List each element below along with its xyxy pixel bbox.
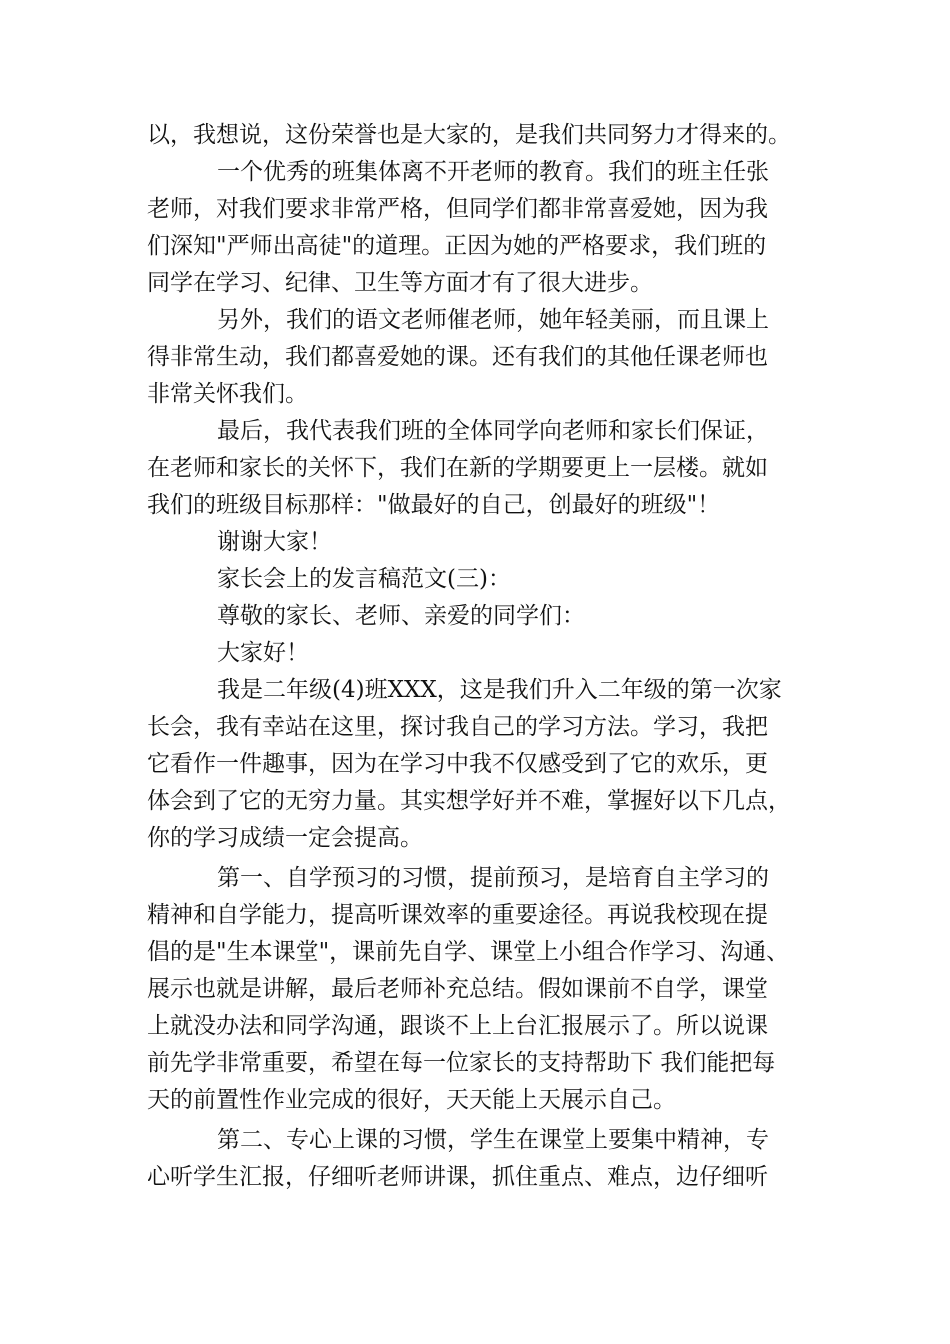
text-line: 你的学习成绩一定会提高。 [147,825,423,851]
text-line: 老师，对我们要求非常严格，但同学们都非常喜爱她，因为我 [147,196,768,222]
text-line: 得非常生动，我们都喜爱她的课。还有我们的其他任课老师也 [147,344,768,370]
text-line: 长会，我有幸站在这里，探讨我自己的学习方法。学习，我把 [147,714,768,740]
paragraph-start-line: 谢谢大家！ [217,529,332,555]
paragraph-start-line: 一个优秀的班集体离不开老师的教育。我们的班主任张 [217,159,769,185]
text-line: 们深知"严师出高徒"的道理。正因为她的严格要求，我们班的 [147,233,767,259]
salutation-line: 尊敬的家长、老师、亲爱的同学们： [217,603,585,629]
text-line: 天的前置性作业完成的很好，天天能上天展示自己。 [147,1087,676,1113]
text-line: 体会到了它的无穷力量。其实想学好并不难，掌握好以下几点， [147,788,791,814]
text-line: 精神和自学能力，提高听课效率的重要途径。再说我校现在提 [147,902,768,928]
paragraph-start-line: 最后，我代表我们班的全体同学向老师和家长们保证， [217,418,769,444]
paragraph-start-line: 另外，我们的语文老师催老师，她年轻美丽，而且课上 [217,307,769,333]
paragraph-start-line: 第一、自学预习的习惯，提前预习，是培育自主学习的 [217,865,769,891]
text-line: 上就没办法和同学沟通，跟谈不上上台汇报展示了。所以说课 [147,1013,768,1039]
text-line: 前先学非常重要，希望在每一位家长的支持帮助下 我们能把每 [147,1050,776,1076]
text-line: 它看作一件趣事，因为在学习中我不仅感受到了它的欢乐，更 [147,751,768,777]
text-line: 同学在学习、纪律、卫生等方面才有了很大进步。 [147,270,653,296]
greeting-line: 大家好！ [217,640,309,666]
paragraph-start-line: 我是二年级(4)班XXX，这是我们升入二年级的第一次家 [217,677,782,703]
text-line: 倡的是"生本课堂"，课前先自学、课堂上小组合作学习、沟通、 [147,939,790,965]
text-line: 心听学生汇报，仔细听老师讲课，抓住重点、难点，边仔细听 [147,1164,768,1190]
text-line: 在老师和家长的关怀下，我们在新的学期要更上一层楼。就如 [147,455,768,481]
section-heading: 家长会上的发言稿范文(三)： [217,566,511,592]
text-line: 非常关怀我们。 [147,381,308,407]
document-body [147,117,827,1196]
text-line: 以，我想说，这份荣誉也是大家的，是我们共同努力才得来的。 [147,122,791,148]
text-line: 展示也就是讲解，最后老师补充总结。假如课前不自学，课堂 [147,976,768,1002]
text-line: 我们的班级目标那样："做最好的自己，创最好的班级"！ [147,492,721,518]
paragraph-start-line: 第二、专心上课的习惯，学生在课堂上要集中精神，专 [217,1127,769,1153]
